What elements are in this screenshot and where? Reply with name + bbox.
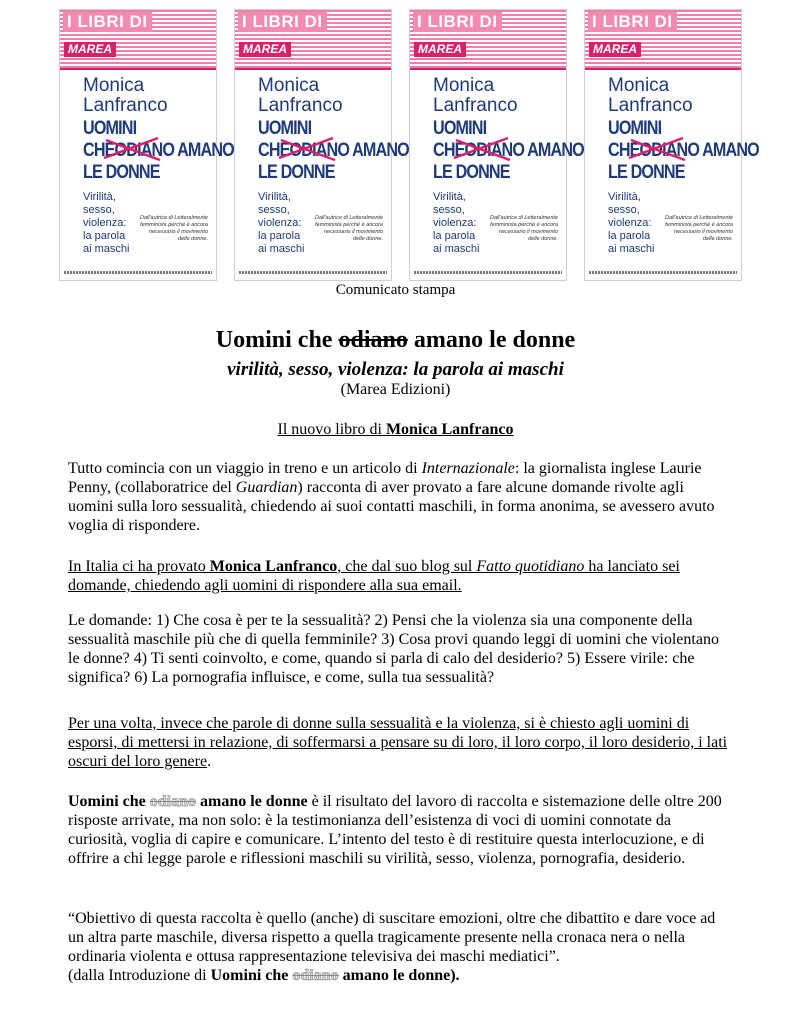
marea-logo: MAREA <box>64 42 116 57</box>
series-logo: I LIBRI DI <box>588 12 677 32</box>
paragraph-3: Le domande: 1) Che cosa è per te la sessualità? 2) Pensi che la violenza sia una componente della sessualità maschile più che di quella femminile? 3) Cosa provi quando leggi di uomini che violentano le donne? 4) Ti senti coinvolto, e come, quando si parla di calo del desiderio? 5) Essere virile: che significa? 6) La pornografia influisce, e come, sulla tua sessualità? <box>68 612 719 686</box>
cover-amano: AMANO <box>527 140 584 161</box>
paragraph-4 <box>68 714 728 771</box>
book-covers <box>59 9 759 281</box>
cover-amano: AMANO <box>702 140 759 161</box>
cover-author-first: Monica <box>433 75 495 96</box>
cover-author-last: Lanfranco <box>608 95 693 116</box>
cover-title-line1: UOMINI <box>83 118 137 139</box>
cover-footer-text <box>239 271 387 274</box>
cover-author-last: Lanfranco <box>83 95 168 116</box>
intro-line <box>0 421 791 439</box>
series-logo: I LIBRI DI <box>238 12 327 32</box>
subtitle: virilità, sesso, violenza: la parola ai maschi <box>227 359 564 380</box>
cover-author-last: Lanfranco <box>258 95 343 116</box>
p2-text-a: In Italia ci ha provato <box>68 558 210 575</box>
p4-text: Per una volta, invece che parole di donne sulla sessualità e la violenza, si è chiesto agli uomini di esporsi, di mettersi in relazione, di soffermarsi a pensare su di loro, il loro corpo, il loro desiderio, i lati oscuri del loro genere <box>68 715 728 770</box>
cover-blurb: Dall'autrice di Letteralmente femminista perché è ancora necessario il movimento delle donne. <box>489 215 558 242</box>
p2-author: Monica Lanfranco <box>209 558 338 575</box>
book-cover-1 <box>59 9 234 281</box>
cover-title-line3: LE DONNE <box>83 162 160 183</box>
cover-title-line3: LE DONNE <box>433 162 510 183</box>
cover-amano: AMANO <box>177 140 234 161</box>
strike-cross-icon <box>277 136 337 162</box>
cover-title-line1: UOMINI <box>258 118 312 139</box>
cover-author-first: Monica <box>83 75 145 96</box>
intro-author: Monica Lanfranco <box>385 421 514 438</box>
p1-text-a: Tutto comincia con un viaggio in treno e un articolo di <box>68 460 422 477</box>
cover-author <box>608 76 693 116</box>
p6-quote: “Obiettivo di questa raccolta è quello (anche) di suscitare emozioni, oltre che dibattito e dare voce ad un altra parte maschile, diversa rispetto a quella tragicamente presente nella cronaca nera o nella ordinaria violenta e ottusa rappresentazione televisiva dei maschi mediatici”. <box>68 910 716 965</box>
intro-pre: Il nuovo libro di <box>277 421 386 438</box>
cover-author-first: Monica <box>258 75 320 96</box>
cover-che: CHE <box>83 140 115 161</box>
cover-subtitle: Virilità, sesso, violenza: la parola ai maschi <box>258 191 305 255</box>
book-cover-2 <box>234 9 409 281</box>
p1-text-c: ) racconta di aver provato a fare alcune domande rivolte agli uomini sulla loro sessualità, chiedendo ai suoi contatti maschili, in forma anonima, se avessero avuto voglia di rispondere. <box>68 479 715 534</box>
p1-guardian: Guardian <box>235 479 298 496</box>
cover-subtitle: Virilità, sesso, violenza: la parola ai maschi <box>433 191 480 255</box>
cover-author <box>258 76 343 116</box>
p6-source-title-b: amano le donne). <box>338 967 460 984</box>
p6-source-pre: (dalla Introduzione di <box>68 967 211 984</box>
p6-source-ghost: odiano <box>292 967 339 984</box>
marea-logo: MAREA <box>414 42 466 57</box>
cover-blurb: Dall'autrice di Letteralmente femminista perché è ancora necessario il movimento delle donne. <box>664 215 733 242</box>
strike-cross-icon <box>627 136 687 162</box>
p2-fatto-quotidiano: Fatto quotidiano <box>476 558 585 575</box>
publisher: (Marea Edizioni) <box>340 381 451 398</box>
book-cover-3 <box>409 9 584 281</box>
p5-title-a: Uomini che <box>68 793 150 810</box>
cover-footer-text <box>414 271 562 274</box>
cover-subtitle: Virilità, sesso, violenza: la parola ai maschi <box>83 191 130 255</box>
cover-blurb: Dall'autrice di Letteralmente femminista perché è ancora necessario il movimento delle donne. <box>314 215 383 242</box>
title-strike: odiano <box>338 327 408 353</box>
cover-author <box>83 76 168 116</box>
book-cover-4 <box>584 9 759 281</box>
marea-logo: MAREA <box>589 42 641 57</box>
cover-odiano: ODIANO <box>464 140 525 161</box>
page-title <box>0 327 791 354</box>
cover-footer-text <box>589 271 737 274</box>
p4-end: . <box>207 753 212 770</box>
paragraph-5 <box>68 792 728 868</box>
marea-logo: MAREA <box>239 42 291 57</box>
cover-blurb: Dall'autrice di Letteralmente femminista perché è ancora necessario il movimento delle donne. <box>139 215 208 242</box>
cover-odiano: ODIANO <box>639 140 700 161</box>
cover-odiano: ODIANO <box>289 140 350 161</box>
p1-text-b: : la giornalista inglese Laurie Penny, (collaboratrice del <box>68 460 702 496</box>
cover-author-last: Lanfranco <box>433 95 518 116</box>
cover-rule <box>410 68 566 70</box>
title-post: amano le donne <box>407 327 576 353</box>
cover-odiano: ODIANO <box>114 140 175 161</box>
paragraph-2 <box>68 557 728 595</box>
cover-title-line3: LE DONNE <box>258 162 335 183</box>
cover-rule <box>235 68 391 70</box>
series-logo: I LIBRI DI <box>63 12 152 32</box>
cover-footer-text <box>64 271 212 274</box>
p5-title-b: amano le donne <box>196 793 308 810</box>
p2-text-b: , che dal suo blog sul <box>337 558 477 575</box>
paragraph-6 <box>68 909 728 985</box>
p1-internazionale: Internazionale <box>421 460 515 477</box>
caption: Comunicato stampa <box>335 282 456 298</box>
cover-che: CHE <box>608 140 640 161</box>
cover-title-line3: LE DONNE <box>608 162 685 183</box>
cover-author <box>433 76 518 116</box>
cover-amano: AMANO <box>352 140 409 161</box>
cover-che: CHE <box>433 140 465 161</box>
strike-cross-icon <box>452 136 512 162</box>
cover-subtitle: Virilità, sesso, violenza: la parola ai maschi <box>608 191 655 255</box>
series-logo: I LIBRI DI <box>413 12 502 32</box>
cover-title-line1: UOMINI <box>433 118 487 139</box>
strike-cross-icon <box>102 136 162 162</box>
cover-che: CHE <box>258 140 290 161</box>
cover-author-first: Monica <box>608 75 670 96</box>
cover-rule <box>60 68 216 70</box>
p2-text-c: ha lanciato sei domande, chiedendo agli uomini di rispondere alla sua email. <box>68 558 680 594</box>
cover-title-line1: UOMINI <box>608 118 662 139</box>
p6-source-title-a: Uomini che <box>210 967 293 984</box>
cover-rule <box>585 68 741 70</box>
p5-title-ghost: odiano <box>149 793 197 810</box>
title-pre: Uomini che <box>215 327 339 353</box>
paragraph-1 <box>68 459 728 535</box>
p5-text: è il risultato del lavoro di raccolta e sistemazione delle oltre 200 risposte arrivate, ma non solo: è la testimonianza dell’esistenza di voci di uomini connotate da curiosità, voglia di capire e comunicare. L’intento del testo è di restituire questa interlocuzione, e di offrire a chi legge parole e riflessioni maschili su virilità, sesso, violenza, pornografia, desiderio. <box>68 793 722 867</box>
